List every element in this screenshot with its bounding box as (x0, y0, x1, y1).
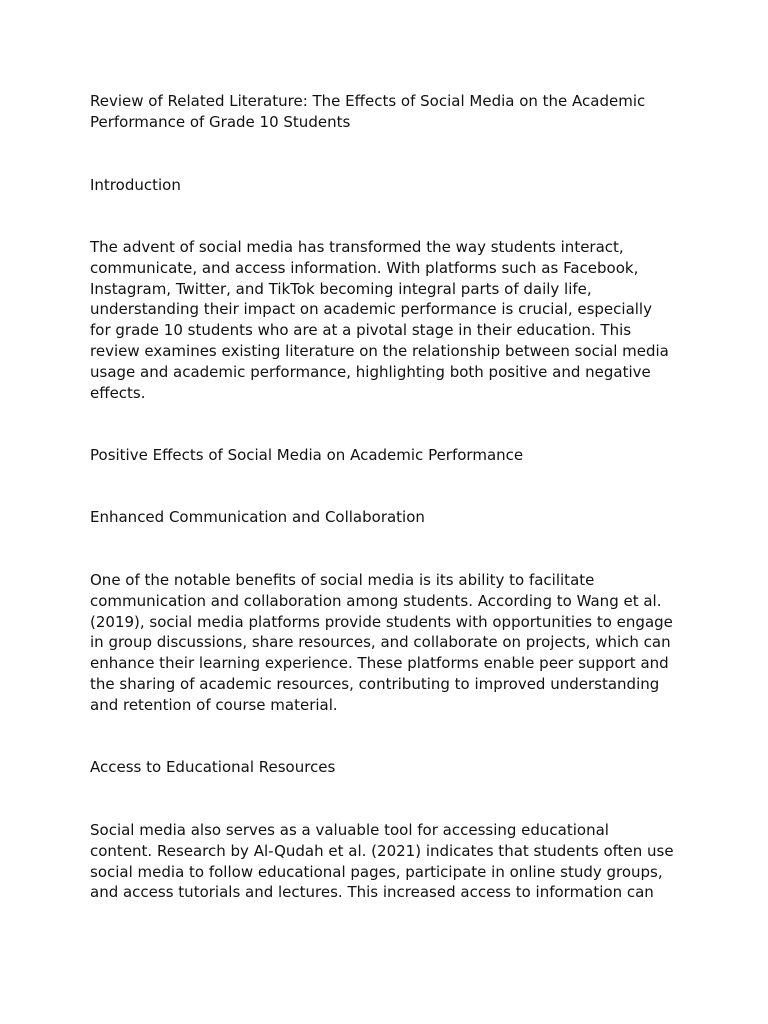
paragraph-line: effects. (90, 383, 146, 402)
paragraph-line: communication and collaboration among students. According to Wang et al. (90, 591, 662, 610)
positive-effects-heading: Positive Effects of Social Media on Academic Performance (90, 446, 524, 464)
title-line: Review of Related Literature: The Effects of Social Media on the Academic (90, 92, 646, 110)
paragraph-line: enhance their learning experience. These platforms enable peer support and (90, 654, 669, 673)
communication-heading: Enhanced Communication and Collaboration (90, 508, 425, 526)
paragraph-line: content. Research by Al-Qudah et al. (2021) indicates that students often use (90, 841, 674, 860)
paragraph-line: The advent of social media has transformed the way students interact, (90, 238, 624, 256)
paragraph-line: Social media also serves as a valuable tool for accessing educational (90, 821, 609, 839)
paragraph-line: communicate, and access information. With platforms such as Facebook, (90, 258, 639, 277)
paragraph-line: One of the notable benefits of social media is its ability to facilitate (90, 571, 595, 589)
paragraph-line: social media to follow educational pages, participate in online study groups, (90, 862, 663, 881)
paragraph-line: Instagram, Twitter, and TikTok becoming integral parts of daily life, (90, 279, 592, 298)
document-title (90, 91, 690, 133)
resources-paragraph (90, 820, 690, 903)
paragraph-line: the sharing of academic resources, contributing to improved understanding (90, 674, 660, 693)
introduction-heading: Introduction (90, 176, 181, 194)
paragraph-line: usage and academic performance, highlighting both positive and negative (90, 362, 651, 381)
paragraph-line: (2019), social media platforms provide students with opportunities to engage (90, 612, 673, 631)
paragraph-line: review examines existing literature on the relationship between social media (90, 341, 669, 360)
paragraph-line: understanding their impact on academic performance is crucial, especially (90, 300, 652, 319)
paragraph-line: in group discussions, share resources, and collaborate on projects, which can (90, 633, 671, 652)
paragraph-line: and access tutorials and lectures. This increased access to information can (90, 883, 654, 902)
paragraph-line: for grade 10 students who are at a pivotal stage in their education. This (90, 321, 632, 340)
communication-paragraph (90, 570, 690, 716)
introduction-paragraph (90, 237, 690, 403)
resources-heading: Access to Educational Resources (90, 758, 336, 776)
title-line: Performance of Grade 10 Students (90, 112, 351, 131)
paragraph-line: and retention of course material. (90, 695, 338, 714)
